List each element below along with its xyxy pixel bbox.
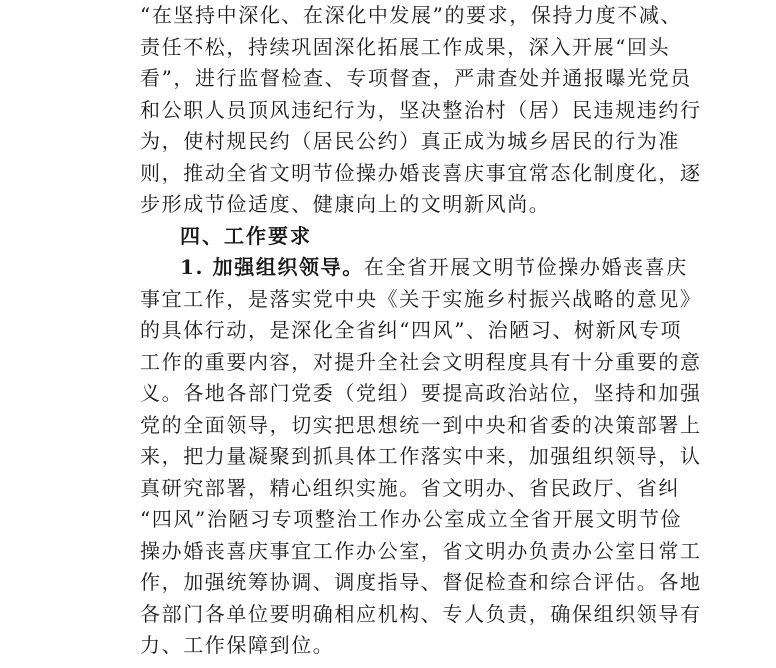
body-line: 作，加强统筹协调、调度指导、督促检查和综合评估。各地 bbox=[140, 570, 702, 594]
body-line: 党的全面领导，切实把思想统一到中央和省委的决策部署上 bbox=[140, 412, 702, 437]
body-line: 步形成节俭适度、健康向上的文明新风尚。 bbox=[140, 192, 551, 216]
body-line: 操办婚丧喜庆事宜工作办公室，省文明办负责办公室日常工 bbox=[140, 538, 702, 563]
body-line: “四风”治陋习专项整治工作办公室成立全省开展文明节俭 bbox=[140, 507, 683, 531]
body-line: 来，把力量凝聚到抓具体工作落实中来，加强组织领导，认 bbox=[140, 444, 702, 468]
body-line: 事宜工作，是落实党中央《关于实施乡村振兴战略的意见》 bbox=[140, 286, 702, 311]
item1-title: 1. 加强组织领导。 bbox=[180, 255, 364, 279]
body-line: “在坚持中深化、在深化中发展”的要求，保持力度不减、 bbox=[140, 3, 683, 27]
body-line: 各部门各单位要明确相应机构、专人负责，确保组织领导有 bbox=[140, 601, 702, 626]
body-line: 看”，进行监督检查、专项督查，严肃查处并通报曝光党员 bbox=[140, 66, 692, 90]
item1-first-line bbox=[140, 252, 688, 284]
body-line: 的具体行动，是深化全省纠“四风”、治陋习、树新风专项 bbox=[140, 318, 683, 342]
body-line: 责任不松，持续巩固深化拓展工作成果，深入开展“回头 bbox=[140, 34, 671, 59]
section-heading: 四、工作要求 bbox=[180, 223, 312, 248]
body-line: 力、工作保障到位。 bbox=[140, 633, 335, 657]
body-line: 真研究部署，精心组织实施。省文明办、省民政厅、省纠 bbox=[140, 475, 680, 500]
document-body bbox=[140, 0, 702, 662]
body-line: 工作的重要内容，对提升全社会文明程度具有十分重要的意 bbox=[140, 349, 702, 374]
item1-first-line-rest: 在全省开展文明节俭操办婚丧喜庆 bbox=[363, 255, 688, 279]
body-line: 为，使村规民约（居民公约）真正成为城乡居民的行为准 bbox=[140, 129, 680, 153]
body-line: 则，推动全省文明节俭操办婚丧喜庆事宜常态化制度化，逐 bbox=[140, 160, 702, 185]
body-line: 义。各地各部门党委（党组）要提高政治站位，坚持和加强 bbox=[140, 381, 702, 405]
body-line: 和公职人员顶风违纪行为，坚决整治村（居）民违规违约行 bbox=[140, 97, 702, 122]
